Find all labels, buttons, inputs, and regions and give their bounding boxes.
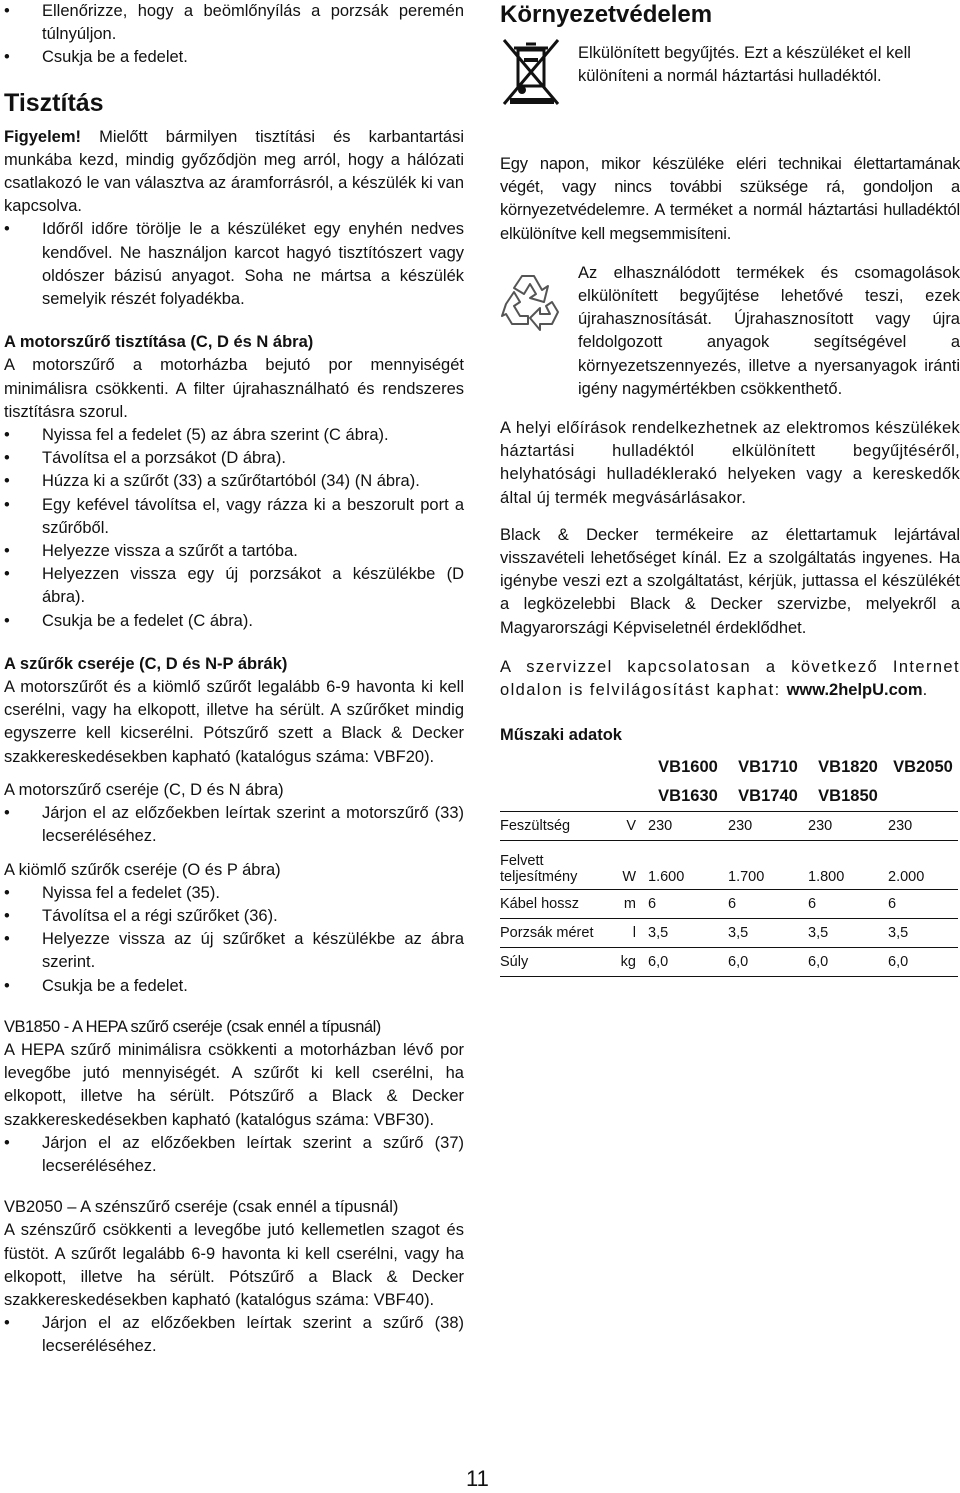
spec-value: 3,5 (728, 919, 808, 948)
list-item: • Járjon el az előzőekben leírtak szerint a motorszűrő (33) lecseréléséhez. (4, 804, 464, 846)
bullet: • (4, 472, 10, 491)
environment-paragraph-1: Egy napon, mikor készüléke eléri technikai élettartamának végét, vagy nincs további szüksége rá, gondoljon a környezetvédelemre. A terméket a normál háztartási hulladéktól elkülönítve kell megsemmisíteni. (500, 155, 960, 243)
environment-title: Környezetvédelem (500, 1, 713, 28)
table-row (500, 812, 958, 841)
bullet: • (4, 611, 10, 630)
outlet-filter-replace-subheading: A kiömlő szűrők cseréje (O és P ábra) (4, 860, 281, 879)
list-item: • Járjon el az előzőekben leírtak szerint a szűrő (38) lecseréléséhez. (4, 1314, 464, 1356)
motor-filter-bullet-list (4, 424, 464, 633)
weee-notice (500, 36, 960, 115)
bullet: • (4, 426, 10, 445)
bullet: • (4, 495, 10, 514)
warning-label: Figyelem! (4, 127, 82, 146)
spec-label: Porzsák méret (500, 919, 610, 948)
model-header: VB2050 (893, 757, 953, 776)
spec-label: Feszültség (500, 812, 610, 841)
filter-replace-intro: A motorszűrőt és a kiömlő szűrőt legalább 6-9 havonta ki kell cserélni, vagy ha elkopott, illetve ha sérült. A szűrőket mindig egyszerre kell kicserélni. Pótszűrő szett a Black & Decker szakkereskedésekben kapható (katalógus száma: VBF20). (4, 678, 464, 766)
table-header-row (500, 753, 958, 781)
spec-value: 2.000 (888, 841, 958, 890)
spec-value: 6,0 (888, 948, 958, 977)
bullet: • (4, 565, 10, 584)
filter-replace-heading: A szűrők cseréje (C, D és N-P ábrák) (4, 654, 288, 673)
hepa-subheading: VB1850 - A HEPA szűrő cseréje (csak ennél a típusnál) (4, 1017, 381, 1036)
table-header-row (500, 781, 958, 812)
motor-filter-intro: A motorszűrő a motorházba bejutó por mennyiségét minimálisra csökkenti. A filter újrahasználható és rendszeres tisztításra szorul. (4, 356, 464, 421)
spec-value: 230 (728, 812, 808, 841)
spec-value: 6 (808, 890, 888, 919)
specs-title: Műszaki adatok (500, 726, 622, 745)
environment-paragraph-2: A helyi előírások rendelkezhetnek az elektromos készülékek háztartási hulladéktól elkülönített begyűjtéséről, helyhatósági hulladéklerakó helyeken vagy a kereskedők által új termék megvásárlásakor. (500, 419, 960, 507)
recycle-notice (500, 262, 960, 401)
recycling-arrows-icon (500, 262, 578, 337)
recycle-text: Az elhasználódott termékek és csomagolások elkülönített begyűjtése lehetővé teszi, ezek újrahasznosítását. Újrahasznosított vagy újra feldolgozott anyagok segítségével a környezetszennyezés, illetve a nyersanyagok iránti igény nagymértékben csökkenthető. (578, 263, 960, 398)
table-row (500, 841, 958, 890)
carbon-bullet-list (4, 1312, 464, 1358)
list-item: • Nyissa fel a fedelet (35). (4, 882, 464, 905)
bullet: • (4, 542, 10, 561)
list-item: • Helyezze vissza az új szűrőket a készülékbe az ábra szerint. (4, 930, 464, 972)
spec-value: 1.700 (728, 841, 808, 890)
warning-text: Mielőtt bármilyen tisztítási és karbantartási munkába kezd, mindig győződjön meg arról, hogy a hálózati csatlakozó le van választva az áramforrásról, a készülék ki van kapcsolva. (4, 127, 464, 216)
left-column (4, 0, 464, 1359)
motor-filter-heading: A motorszűrő tisztítása (C, D és N ábra) (4, 333, 314, 352)
spec-value: 3,5 (888, 919, 958, 948)
spec-value: 6,0 (648, 948, 728, 977)
model-header: VB1630 (648, 781, 728, 812)
list-item: • Nyissa fel a fedelet (5) az ábra szerint (C ábra). (4, 424, 464, 447)
outlet-replace-bullet-list (4, 882, 464, 998)
model-header: VB1850 (808, 781, 888, 812)
spec-unit: l (610, 919, 648, 948)
hepa-bullet-list (4, 1132, 464, 1178)
list-item: • Helyezzen vissza egy új porzsákot a készülékbe (D ábra). (4, 565, 464, 607)
list-item: • Távolítsa el a régi szűrőket (36). (4, 905, 464, 928)
environment-paragraph-3: Black & Decker termékeire az élettartamuk lejártával visszavételi lehetőséget kínál. Ez a szolgáltatás ingyenes. Ha igénybe veszi ezt a szolgáltatást, kérjük, juttassa el készülékét a legközelebbi Black & Decker szervizbe, melyekről a Magyarországi Képviseletnél érdeklődhet. (500, 525, 960, 637)
cleaning-bullet-list (4, 218, 464, 311)
service-end: . (922, 681, 929, 700)
motor-replace-bullet-list (4, 802, 464, 848)
list-item: • Időről időre törölje le a készüléket egy enyhén nedves kendővel. Ne használjon karcot hagyó tisztítószert vagy oldószer bázisú anyagot. Soha ne mártsa a készülék semelyik részét folyadékba. (4, 220, 464, 309)
spec-value: 230 (648, 812, 728, 841)
list-item: • Csukja be a fedelet (C ábra). (4, 610, 464, 633)
table-row (500, 948, 958, 977)
spec-unit: kg (610, 948, 648, 977)
specs-table (500, 753, 958, 977)
bullet: • (4, 883, 10, 902)
bullet: • (4, 2, 10, 20)
cleaning-title: Tisztítás (4, 88, 104, 117)
right-column (500, 0, 960, 977)
spec-value: 6 (648, 890, 728, 919)
spec-unit: W (610, 841, 648, 890)
model-header: VB1740 (728, 781, 808, 812)
list-item: • Csukja be a fedelet. (4, 46, 464, 69)
cleaning-warning (4, 126, 464, 219)
spec-value: 1.600 (648, 841, 728, 890)
spec-value: 6,0 (808, 948, 888, 977)
environment-paragraph-4 (500, 656, 960, 702)
crossed-out-wheelie-bin-icon (500, 36, 578, 115)
weee-text: Elkülönített begyűjtés. Ezt a készüléket el kell különíteni a normál háztartási hulladéktól. (578, 44, 911, 86)
bullet: • (4, 449, 10, 468)
page-number: 11 (466, 1466, 489, 1491)
bullet: • (4, 906, 10, 925)
spec-unit: V (610, 812, 648, 841)
list-item: • Helyezze vissza a szűrőt a tartóba. (4, 540, 464, 563)
bullet: • (4, 930, 10, 949)
bullet: • (4, 1314, 10, 1333)
list-item: • Ellenőrizze, hogy a beömlőnyílás a porzsák peremén túlnyúljon. (4, 2, 464, 44)
bullet: • (4, 976, 10, 995)
spec-value: 6 (728, 890, 808, 919)
spec-value: 6,0 (728, 948, 808, 977)
list-item: • Távolítsa el a porzsákot (D ábra). (4, 447, 464, 470)
service-link[interactable]: www.2helpU.com (786, 681, 923, 700)
list-item: • Csukja be a fedelet. (4, 975, 464, 998)
spec-value: 230 (888, 812, 958, 841)
carbon-text: A szénszűrő csökkenti a levegőbe jutó kellemetlen szagot és füstöt. A szűrőt legalább 6-9 havonta ki kell cserélni, vagy ha elkopott, illetve ha sérült. Pótszűrő a Black & Decker szakkereskedésekben kapható (katalógus száma: VBF40). (4, 1221, 464, 1309)
spec-value: 3,5 (808, 919, 888, 948)
bullet: • (4, 220, 10, 239)
list-item: • Húzza ki a szűrőt (33) a szűrőtartóból (34) (N ábra). (4, 470, 464, 493)
service-text: A szervizzel kapcsolatosan a következő Internet oldalon is felvilágosítást kaphat: (500, 657, 960, 700)
spec-unit: m (610, 890, 648, 919)
motor-filter-replace-subheading: A motorszűrő cseréje (C, D és N ábra) (4, 780, 284, 799)
carbon-subheading: VB2050 – A szénszűrő cseréje (csak ennél a típusnál) (4, 1198, 399, 1217)
spec-label: Felvett teljesítmény (500, 841, 610, 890)
top-bullet-list (4, 0, 464, 70)
model-header: VB1820 (818, 757, 878, 776)
bullet: • (4, 804, 10, 823)
spec-value: 3,5 (648, 919, 728, 948)
hepa-text: A HEPA szűrő minimálisra csökkenti a motorházban lévő por levegőbe jutó mennyiségét. A szűrőt ki kell cserélni, ha elkopott, illetve ha sérült. Pótszűrő a Black & Decker szakkereskedésekben kapható (katalógus száma: VBF30). (4, 1040, 464, 1129)
list-item: • Egy kefével távolítsa el, vagy rázza ki a beszorult port a szűrőből. (4, 495, 464, 537)
spec-value: 1.800 (808, 841, 888, 890)
bullet: • (4, 1133, 10, 1152)
model-header: VB1710 (738, 757, 798, 776)
spec-label: Kábel hossz (500, 890, 610, 919)
spec-value: 230 (808, 812, 888, 841)
model-header: VB1600 (658, 757, 718, 776)
list-item: • Járjon el az előzőekben leírtak szerint a szűrő (37) lecseréléséhez. (4, 1133, 464, 1175)
spec-label: Súly (500, 948, 610, 977)
table-row (500, 919, 958, 948)
table-row (500, 890, 958, 919)
bullet: • (4, 48, 10, 67)
spec-value: 6 (888, 890, 958, 919)
